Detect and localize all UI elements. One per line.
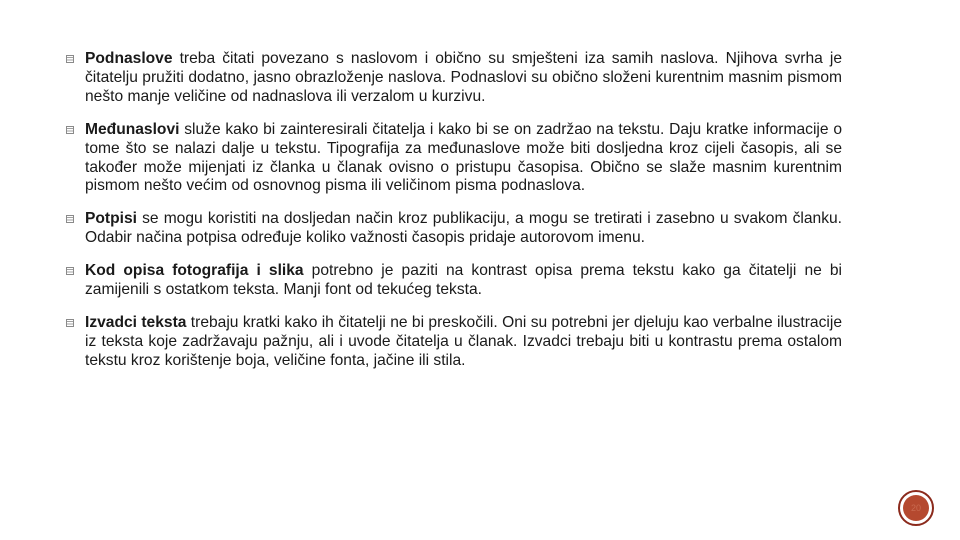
item-term: Međunaslovi [85, 120, 180, 138]
item-term: Izvadci teksta [85, 313, 187, 331]
square-bullet-icon [66, 126, 74, 134]
square-bullet-icon [66, 215, 74, 223]
item-term: Kod opisa fotografija i slika [85, 262, 304, 280]
page-number: 20 [903, 495, 929, 521]
page-number-badge [898, 490, 934, 526]
square-bullet-icon [66, 267, 74, 275]
square-bullet-icon [66, 319, 74, 327]
list-item [66, 314, 842, 371]
item-text: služe kako bi zainteresirali čitatelja i kako bi se on zadržao na tekstu. Daju kratke informacije o tome što se nalazi dalje u tekstu. Tipografija za međunaslove može biti dosljedna kroz cijeli časopis, ali se također može mijenjati iz članka u članak ovisno o pristupu časopisa. Obično se slaže masnim kurentnim pismom nešto većim od osnovnog pisma ili veličinom pisma podnaslova. [85, 120, 842, 195]
item-text: treba čitati povezano s naslovom i obično su smješteni iza samih naslova. Njihova svrha je čitatelju pružiti dodatno, jasno obrazloženje naslova. Podnaslovi su obično složeni kurentnim masnim pismom nešto manje veličine od nadnaslova ili verzalom u kurzivu. [85, 50, 842, 105]
item-text: potrebno je paziti na kontrast opisa prema tekstu kako ga čitatelji ne bi zamijenili s ostatkom teksta. Manji font od tekućeg teksta. [85, 262, 842, 299]
item-term: Potpisi [85, 210, 137, 228]
list-item [66, 210, 842, 248]
slide-body [66, 50, 842, 385]
list-item [66, 50, 842, 107]
item-term: Podnaslove [85, 50, 173, 67]
list-item [66, 262, 842, 300]
item-text: trebaju kratki kako ih čitatelji ne bi preskočili. Oni su potrebni jer djeluju kao verbalne ilustracije iz teksta koje zadržavaju pažnju, ali i uvode čitatelja u članak. Izvadci trebaju biti u kontrastu prema ostalom tekstu kroz korištenje boja, veličine fonta, jačine ili stila. [85, 313, 842, 369]
square-bullet-icon [66, 55, 74, 63]
item-text: se mogu koristiti na dosljedan način kroz publikaciju, a mogu se tretirati i zasebno u svakom članku. Odabir načina potpisa određuje koliko važnosti časopis pridaje autorovom imenu. [85, 210, 842, 247]
list-item [66, 121, 842, 197]
